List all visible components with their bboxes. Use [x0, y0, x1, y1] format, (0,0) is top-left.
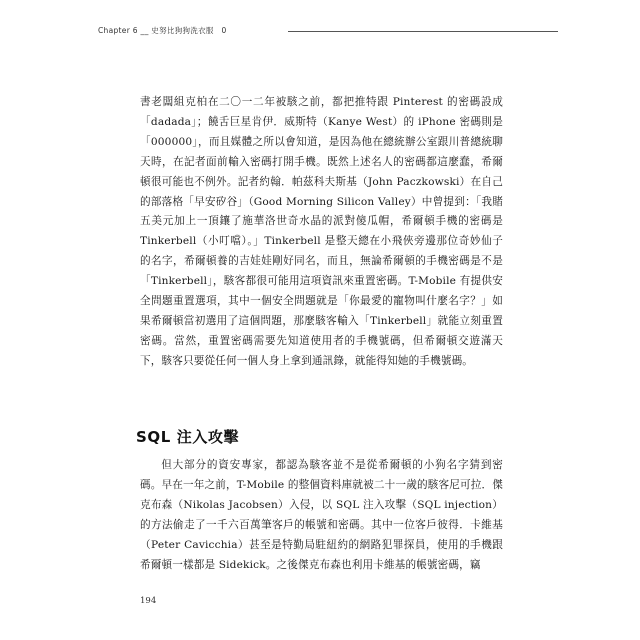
paragraph: 但大部分的資安專家，都認為駭客並不是從希爾頓的小狗名字猜到密碼。早在一年之前，T-Mobile 的整個資料庫就被二十一歲的駭客尼可拉．傑克布森（Nikolas Jacobsen）入侵，以 SQL 注入攻擊（SQL injection）的方法偷走了一千六百萬筆客戶的帳號和密碼。其中一位客戶彼得．卡維基（Peter Cavicchia）甚至是特勤局駐紐約的網路犯罪探員，使用的手機跟希爾頓一樣都是 Sidekick。之後傑克布森也利用卡維基的帳號密碼，竊 — [140, 459, 503, 571]
page-number: 194 — [140, 596, 157, 606]
section-heading: SQL 注入攻擊 — [136, 428, 240, 446]
chapter-label: Chapter 6 __ 史努比狗狗洗衣服 0 — [98, 26, 227, 35]
running-header — [98, 24, 558, 38]
paragraph: 書老闆組克柏在二〇一二年被駭之前，都把推特跟 Pinterest 的密碼設成「dadada」；饒舌巨星肯伊．威斯特（Kanye West）的 iPhone 密碼則是「000000」，而且媒體之所以會知道，是因為他在總統辦公室跟川普總統聊天時，在記者面前輸入密碼打開手機。既然上述名人的密碼都這麼蠢，希爾頓很可能也不例外。記者約翰．帕茲科夫斯基（John Paczkowski）在自己的部落格「早安矽谷」（Good Morning Silicon Valley）中曾提到：「我賭五美元加上一頂鑲了施華洛世奇水晶的派對傻瓜帽，希爾頓手機的密碼是 Tinkerbell（小叮噹）。」Tinkerbell 是整天總在小飛俠旁邊那位奇妙仙子的名字，希爾頓養的吉娃娃剛好同名，而且，無論希爾頓的手機密碼是不是「Tinkerbell」，駭客都很可能用這項資訊來重置密碼。T-Mobile 有提供安全問題重置選項，其中一個安全問題就是「你最愛的寵物叫什麼名字？」如果希爾頓當初選用了這個問題，那麼駭客輸入「Tinkerbell」就能立刻重置密碼。當然，重置密碼需要先知道使用者的手機號碼，但希爾頓交遊滿天下，駭客只要從任何一個人身上拿到通訊錄，就能得知她的手機號碼。 — [140, 96, 503, 367]
header-rule — [288, 31, 558, 32]
section-body-text — [140, 456, 503, 575]
body-text — [140, 93, 503, 372]
